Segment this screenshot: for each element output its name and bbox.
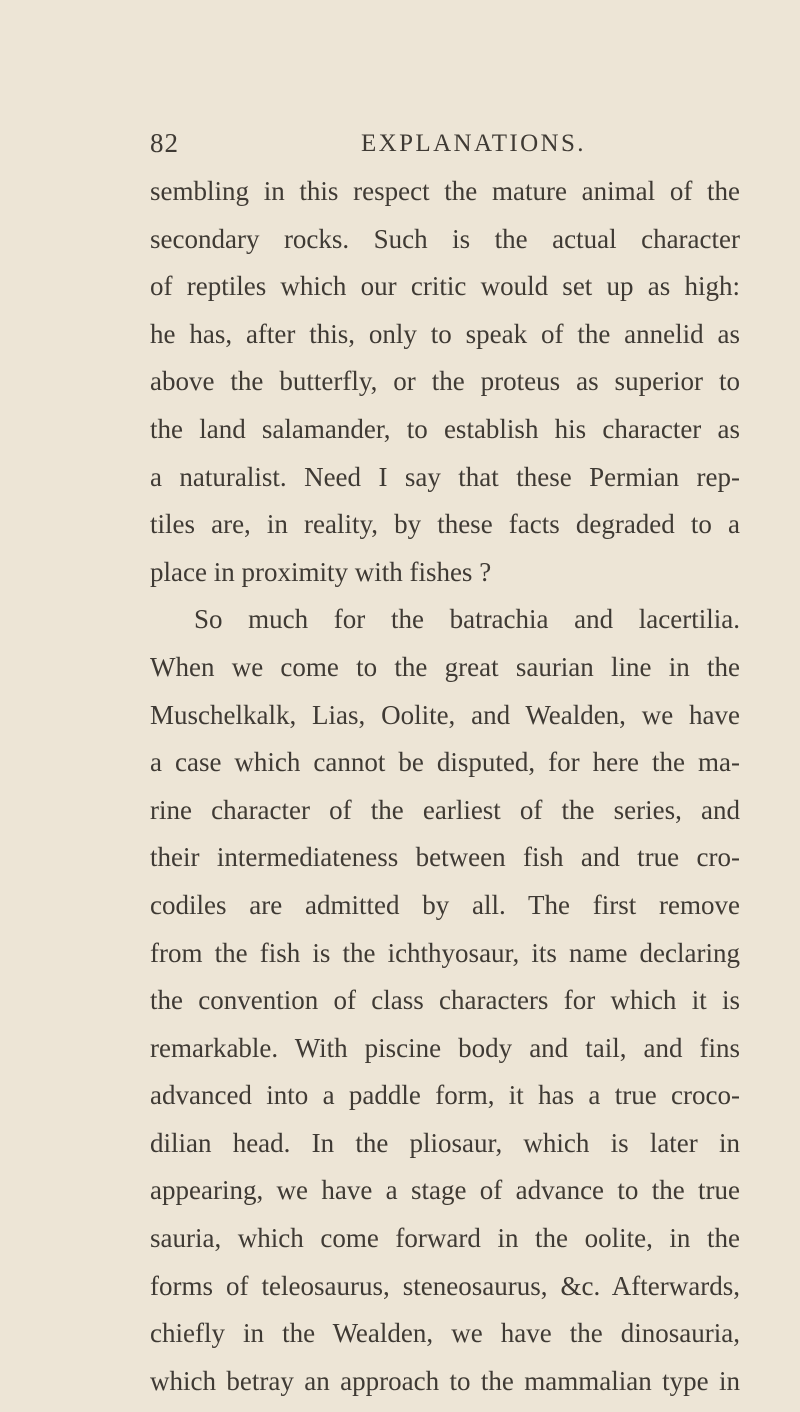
text-line: sauria, which come forward in the oolite, in the — [150, 1223, 740, 1254]
text-line: which betray an approach to the mammalian type in — [150, 1365, 740, 1396]
text-line: a naturalist. Need I say that these Permian rep- — [150, 461, 740, 492]
text-line: advanced into a paddle form, it has a true croco- — [150, 1080, 740, 1111]
text-line: rine character of the earliest of the series, and — [150, 794, 740, 825]
text-line: codiles are admitted by all. The first remove — [150, 889, 740, 920]
body-text — [150, 168, 740, 1405]
text-line: the land salamander, to establish his character as — [150, 413, 740, 444]
text-line: dilian head. In the pliosaur, which is later in — [150, 1127, 740, 1158]
text-line: of reptiles which our critic would set up as high: — [150, 271, 740, 302]
text-line: secondary rocks. Such is the actual character — [150, 223, 740, 254]
text-line: their intermediateness between fish and true cro- — [150, 842, 740, 873]
text-line: a case which cannot be disputed, for here the ma- — [150, 747, 740, 778]
text-line: place in proximity with fishes ? — [150, 556, 492, 587]
text-line: chiefly in the Wealden, we have the dinosauria, — [150, 1318, 740, 1349]
text-line: above the butterfly, or the proteus as superior to — [150, 366, 740, 397]
text-line: from the fish is the ichthyosaur, its name declaring — [150, 937, 740, 968]
page-number: 82 — [150, 128, 179, 158]
text-line: remarkable. With piscine body and tail, and fins — [150, 1032, 740, 1063]
text-line: sembling in this respect the mature animal of the — [150, 176, 740, 206]
running-head: EXPLANATIONS. — [361, 130, 586, 157]
text-line: he has, after this, only to speak of the annelid as — [150, 318, 740, 349]
text-line: forms of teleosaurus, steneosaurus, &c. Afterwards, — [150, 1270, 740, 1301]
text-line: appearing, we have a stage of advance to the true — [150, 1175, 740, 1206]
text-line: When we come to the great saurian line in the — [150, 651, 740, 682]
text-line: So much for the batrachia and lacertilia. — [194, 604, 740, 635]
text-line: the convention of class characters for which it is — [150, 985, 740, 1016]
page-header — [150, 128, 740, 168]
text-line: tiles are, in reality, by these facts degraded to a — [150, 509, 740, 540]
text-line: Muschelkalk, Lias, Oolite, and Wealden, we have — [150, 699, 740, 730]
